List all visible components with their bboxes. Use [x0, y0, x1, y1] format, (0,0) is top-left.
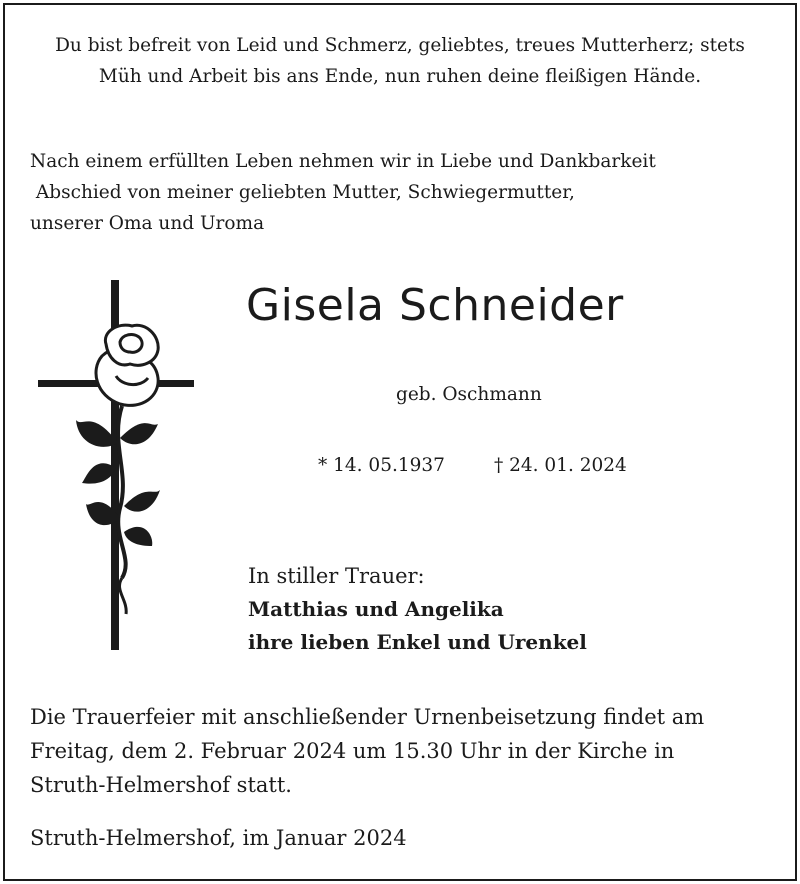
intro-line-3: unserer Oma und Uroma [30, 213, 265, 234]
ceremony-line-2: Freitag, dem 2. Februar 2024 um 15.30 Uhr in der Kirche in [30, 739, 675, 763]
birth-name: geb. Oschmann [396, 384, 542, 405]
ceremony-info [30, 700, 704, 802]
mourners-block [248, 560, 587, 659]
verse-line-1: Du bist befreit von Leid und Schmerz, geliebtes, treues Mutterherz; stets [55, 35, 745, 56]
mourners-line-1: Matthias und Angelika [248, 597, 504, 621]
deceased-name: Gisela Schneider [246, 280, 624, 331]
memorial-verse [0, 30, 800, 92]
intro-line-2: Abschied von meiner geliebten Mutter, Schwiegermutter, [30, 182, 575, 203]
place-and-date: Struth-Helmershof, im Januar 2024 [30, 826, 407, 850]
ceremony-line-3: Struth-Helmershof statt. [30, 773, 292, 797]
verse-line-2: Müh und Arbeit bis ans Ende, nun ruhen deine fleißigen Hände. [98, 66, 702, 87]
intro-text [30, 146, 656, 239]
mourners-heading: In stiller Trauer: [248, 564, 425, 588]
cross-with-rose-icon [30, 278, 200, 658]
mourners-line-2: ihre lieben Enkel und Urenkel [248, 630, 587, 654]
death-date: † 24. 01. 2024 [494, 455, 627, 476]
intro-line-1: Nach einem erfüllten Leben nehmen wir in Liebe und Dankbarkeit [30, 151, 656, 172]
birth-date: * 14. 05.1937 [318, 455, 445, 476]
ceremony-line-1: Die Trauerfeier mit anschließender Urnenbeisetzung findet am [30, 705, 705, 729]
